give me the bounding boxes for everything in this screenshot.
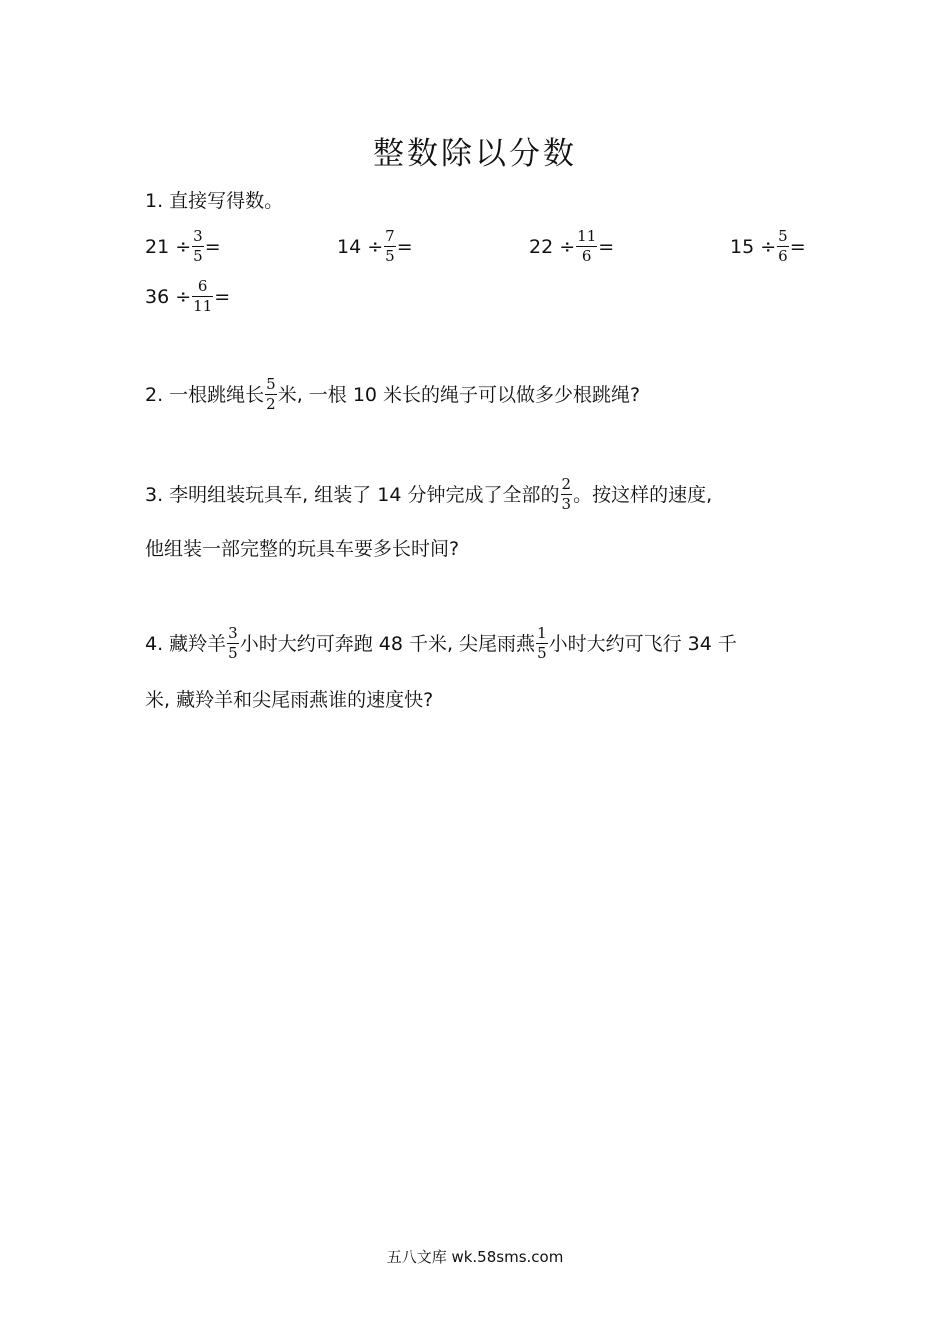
fraction: $\frac{3}{5}$	[193, 227, 203, 265]
q4-line1: 4. 藏羚羊 $\frac{3}{5}$ 小时大约可奔跑 48 千米, 尖尾雨燕 $\frac{1}{5}$ 小时大约可飞行 34 千	[145, 624, 737, 662]
fraction: $\frac{3}{5}$	[228, 624, 238, 662]
q1-label: 1. 直接写得数。	[145, 190, 284, 212]
calc-item-4: 15 ÷ $\frac{5}{6}$ =	[730, 227, 806, 265]
fraction: $\frac{2}{3}$	[561, 475, 572, 513]
fraction: $\frac{5}{6}$	[778, 227, 788, 265]
q2-text: 2. 一根跳绳长 $\frac{5}{2}$ 米, 一根 10 米长的绳子可以做多少根跳绳?	[145, 375, 641, 413]
q4-line2: 米, 藏羚羊和尖尾雨燕谁的速度快?	[145, 689, 434, 711]
footer-watermark: 五八文库 wk.58sms.com	[386, 1248, 564, 1266]
calc-item-1: 21 ÷ $\frac{3}{5}$ =	[145, 227, 221, 265]
fraction: $\frac{1}{5}$	[537, 624, 547, 662]
page-title: 整数除以分数	[373, 136, 577, 172]
fraction: $\frac{11}{6}$	[577, 227, 597, 265]
fraction: $\frac{7}{5}$	[385, 227, 395, 265]
calc-item-5: 36 ÷ $\frac{6}{11}$ =	[145, 277, 231, 315]
q3-line1: 3. 李明组装玩具车, 组装了 14 分钟完成了全部的 $\frac{2}{3}$ 。按这样的速度,	[145, 475, 713, 513]
calc-item-2: 14 ÷ $\frac{7}{5}$ =	[337, 227, 413, 265]
fraction: $\frac{5}{2}$	[266, 375, 276, 413]
calc-item-3: 22 ÷ $\frac{11}{6}$ =	[529, 227, 615, 265]
fraction: $\frac{6}{11}$	[193, 277, 213, 315]
q3-line2: 他组装一部完整的玩具车要多长时间?	[145, 538, 460, 560]
